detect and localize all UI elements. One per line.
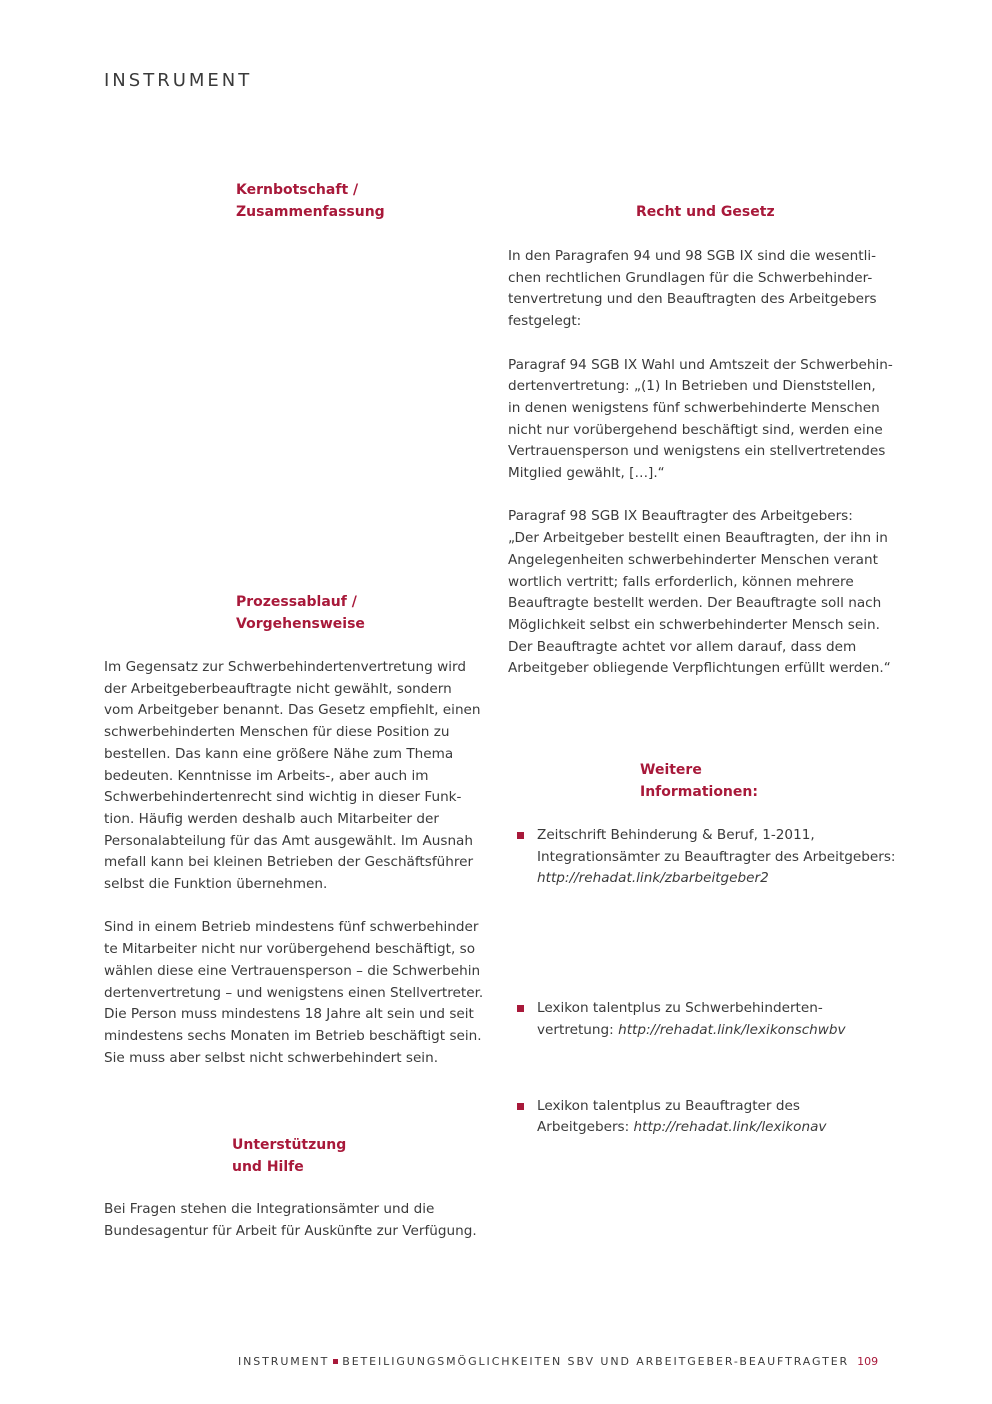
text-line: Mitglied gewählt, […].“	[508, 465, 665, 482]
prozessablauf-body	[104, 657, 483, 1069]
text-line: „Der Arbeitgeber bestellt einen Beauftragten, der ihn in	[508, 530, 888, 547]
text-line: Die Person muss mindestens 18 Jahre alt sein und seit	[104, 1006, 474, 1023]
text-line: Arbeitgeber obliegende Verpflichtungen erfüllt werden.“	[508, 660, 891, 677]
link-url[interactable]: http://rehadat.link/lexikonav	[633, 1119, 827, 1136]
text-line: chen rechtlichen Grundlagen für die Schwerbehinder-	[508, 269, 873, 286]
text-line: dertenvertretung – und wenigstens einen Stellvertreter.	[104, 984, 484, 1001]
text-line: In den Paragrafen 94 und 98 SGB IX sind die wesentli-	[508, 248, 877, 264]
heading-line: Informationen:	[640, 783, 758, 800]
bullet-square-icon	[517, 1103, 524, 1110]
text-line: te Mitarbeiter nicht nur vorübergehend beschäftigt, so	[104, 941, 476, 958]
text-line: Beauftragte bestellt werden. Der Beauftragte soll nach	[508, 595, 882, 612]
heading-line: Recht und Gesetz	[636, 204, 775, 220]
text-line: mefall kann bei kleinen Betrieben der Geschäftsführer	[104, 854, 474, 871]
text-line: wortlich vertritt; falls erforderlich, können mehrere	[508, 573, 854, 590]
text-line: Lexikon talentplus zu Schwerbehinderten-	[537, 1000, 823, 1017]
heading-line: und Hilfe	[232, 1158, 304, 1175]
footer-section: INSTRUMENT	[238, 1355, 330, 1368]
heading-line: Kernbotschaft /	[236, 182, 359, 198]
text-line: Angelegenheiten schwerbehinderter Menschen verant	[508, 551, 878, 568]
text-line: bedeuten. Kenntnisse im Arbeits-, aber auch im	[104, 767, 429, 784]
text-line: Sind in einem Betrieb mindestens fünf schwerbehinder	[104, 919, 479, 936]
list-item	[517, 998, 992, 1041]
list-item	[517, 1096, 992, 1139]
text-line: schwerbehinderten Menschen für diese Position zu	[104, 724, 450, 741]
text-line: Paragraf 94 SGB IX Wahl und Amtszeit der Schwerbehin-	[508, 356, 893, 373]
text-line: tion. Häufig werden deshalb auch Mitarbeiter der	[104, 810, 439, 827]
text-line: Paragraf 98 SGB IX Beauftragter des Arbeitgebers:	[508, 508, 853, 525]
text-line: Bundesagentur für Arbeit für Auskünfte zur Verfügung.	[104, 1222, 477, 1239]
text-line: dertenvertretung: „(1) In Betrieben und Dienststellen,	[508, 378, 876, 395]
page-footer	[238, 1355, 878, 1368]
prozessablauf-heading	[236, 592, 365, 635]
kernbotschaft-heading	[236, 180, 385, 223]
text-line: Schwerbehindertenrecht sind wichtig in dieser Funk-	[104, 789, 462, 806]
bullet-square-icon	[517, 1005, 524, 1012]
text-line: Lexikon talentplus zu Beauftragter des	[537, 1097, 800, 1114]
text-line: Sie muss aber selbst nicht schwerbehindert sein.	[104, 1049, 439, 1066]
text-segment: Arbeitgebers:	[537, 1119, 634, 1136]
text-line: vom Arbeitgeber benannt. Das Gesetz empfiehlt, einen	[104, 702, 481, 719]
text-line: Zeitschrift Behinderung & Beruf, 1-2011,	[537, 827, 815, 843]
text-line: mindestens sechs Monaten im Betrieb beschäftigt sein.	[104, 1027, 482, 1044]
unterstuetzung-heading	[232, 1135, 346, 1178]
separator-square-icon	[333, 1359, 338, 1364]
heading-line: Zusammenfassung	[236, 203, 385, 220]
text-line: der Arbeitgeberbeauftragte nicht gewählt, sondern	[104, 680, 452, 697]
heading-line: Prozessablauf /	[236, 594, 357, 610]
running-head: INSTRUMENT	[104, 70, 253, 91]
text-line: festgelegt:	[508, 313, 582, 330]
heading-line: Weitere	[640, 762, 702, 778]
text-line: tenvertretung und den Beauftragten des Arbeitgebers	[508, 291, 877, 308]
recht-und-gesetz-body	[508, 246, 893, 680]
text-line: Der Beauftragte achtet vor allem darauf, dass dem	[508, 638, 857, 655]
text-line: wählen diese eine Vertrauensperson – die Schwerbehin	[104, 962, 481, 979]
list-item	[517, 825, 992, 890]
bullet-square-icon	[517, 832, 524, 839]
text-line: bestellen. Das kann eine größere Nähe zum Thema	[104, 745, 454, 762]
text-line: nicht nur vorübergehend beschäftigt sind, werden eine	[508, 421, 883, 438]
link-url[interactable]: http://rehadat.link/lexikonschwbv	[618, 1021, 846, 1038]
page-number: 109	[857, 1355, 879, 1368]
text-segment: vertretung:	[537, 1021, 619, 1038]
text-line: Möglichkeit selbst ein schwerbehinderter Mensch sein.	[508, 616, 880, 633]
text-line: Vertrauensperson und wenigstens ein stellvertretendes	[508, 443, 886, 460]
footer-title: BETEILIGUNGSMÖGLICHKEITEN SBV UND ARBEITGEBER-BEAUFTRAGTER	[342, 1355, 850, 1368]
text-line: selbst die Funktion übernehmen.	[104, 876, 328, 893]
heading-line: Vorgehensweise	[236, 615, 365, 632]
link-url[interactable]: http://rehadat.link/zbarbeitgeber2	[537, 870, 769, 887]
recht-und-gesetz-heading	[636, 202, 775, 224]
text-line: Integrationsämter zu Beauftragter des Arbeitgebers:	[537, 848, 896, 865]
text-line: Im Gegensatz zur Schwerbehindertenvertretung wird	[104, 659, 466, 675]
text-line: Bei Fragen stehen die Integrationsämter und die	[104, 1201, 435, 1217]
weitere-informationen-heading	[640, 760, 758, 803]
heading-line: Unterstützung	[232, 1137, 347, 1153]
unterstuetzung-body	[104, 1199, 477, 1242]
text-line: Personalabteilung für das Amt ausgewählt. Im Ausnah	[104, 832, 474, 849]
text-line: in denen wenigstens fünf schwerbehinderte Menschen	[508, 399, 880, 416]
